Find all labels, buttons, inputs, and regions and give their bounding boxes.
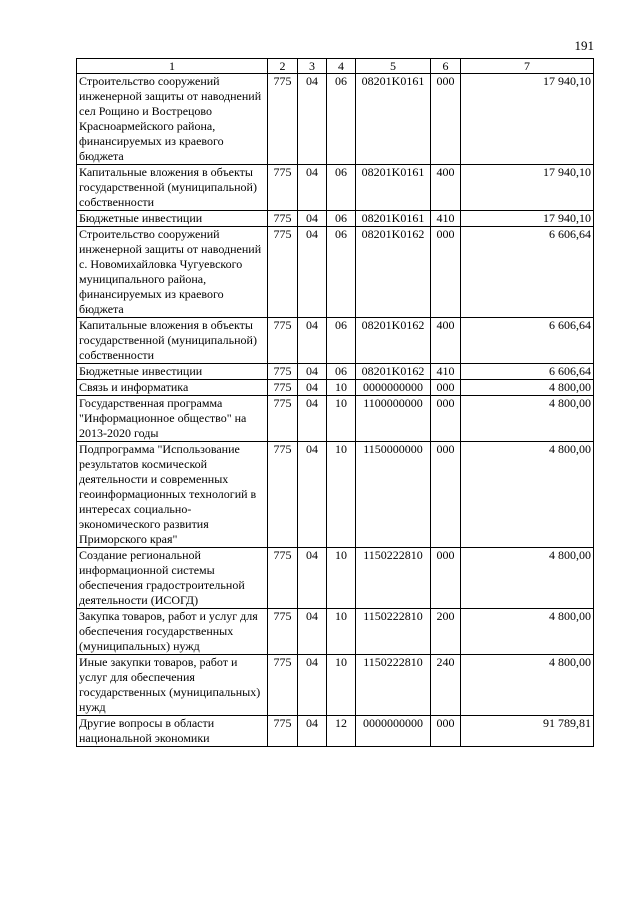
row-code-target: 1150000000	[356, 442, 431, 548]
table-body	[77, 74, 594, 747]
table-row	[77, 609, 594, 655]
header-cell: 1	[77, 59, 268, 74]
row-code-target: 08201K0161	[356, 165, 431, 211]
row-sum: 4 800,00	[461, 548, 594, 609]
row-code-admin: 775	[268, 442, 298, 548]
row-name: Создание региональной информационной системы обеспечения градостроительной деятельности (ИСОГД)	[77, 548, 268, 609]
row-code-subsection: 10	[327, 609, 356, 655]
row-code-section: 04	[298, 609, 327, 655]
table-row	[77, 442, 594, 548]
row-name: Подпрограмма "Использование результатов космической деятельности и современных геоинформационных технологий в интересах социально-экономического развития Приморского края"	[77, 442, 268, 548]
table-row	[77, 548, 594, 609]
row-code-admin: 775	[268, 227, 298, 318]
row-code-subsection: 06	[327, 227, 356, 318]
row-sum: 4 800,00	[461, 442, 594, 548]
table-header-row	[77, 59, 594, 74]
row-code-subsection: 10	[327, 442, 356, 548]
row-code-expense-type: 400	[431, 318, 461, 364]
row-code-section: 04	[298, 211, 327, 227]
row-sum: 6 606,64	[461, 364, 594, 380]
row-code-target: 0000000000	[356, 380, 431, 396]
row-sum: 4 800,00	[461, 609, 594, 655]
row-name: Закупка товаров, работ и услуг для обеспечения государственных (муниципальных) нужд	[77, 609, 268, 655]
table-row	[77, 364, 594, 380]
row-code-target: 08201K0162	[356, 227, 431, 318]
row-code-section: 04	[298, 74, 327, 165]
row-name: Государственная программа "Информационное общество" на 2013-2020 годы	[77, 396, 268, 442]
row-code-section: 04	[298, 655, 327, 716]
row-code-section: 04	[298, 364, 327, 380]
row-sum: 17 940,10	[461, 211, 594, 227]
table-row	[77, 227, 594, 318]
row-name: Строительство сооружений инженерной защиты от наводнений с. Новомихайловка Чугуевского муниципального района, финансируемых из краевого бюджета	[77, 227, 268, 318]
row-code-target: 0000000000	[356, 716, 431, 747]
row-code-admin: 775	[268, 609, 298, 655]
row-code-admin: 775	[268, 380, 298, 396]
row-code-expense-type: 000	[431, 227, 461, 318]
row-code-expense-type: 000	[431, 548, 461, 609]
row-code-expense-type: 000	[431, 380, 461, 396]
row-sum: 6 606,64	[461, 227, 594, 318]
row-code-section: 04	[298, 442, 327, 548]
row-code-expense-type: 000	[431, 74, 461, 165]
row-code-admin: 775	[268, 655, 298, 716]
row-code-subsection: 12	[327, 716, 356, 747]
table-row	[77, 396, 594, 442]
row-code-subsection: 06	[327, 74, 356, 165]
row-name: Бюджетные инвестиции	[77, 364, 268, 380]
row-code-subsection: 06	[327, 211, 356, 227]
row-code-subsection: 06	[327, 364, 356, 380]
row-code-expense-type: 200	[431, 609, 461, 655]
row-name: Капитальные вложения в объекты государственной (муниципальной) собственности	[77, 165, 268, 211]
table-row	[77, 74, 594, 165]
row-code-target: 1150222810	[356, 609, 431, 655]
row-code-admin: 775	[268, 74, 298, 165]
row-code-expense-type: 000	[431, 716, 461, 747]
row-sum: 4 800,00	[461, 655, 594, 716]
row-code-subsection: 06	[327, 165, 356, 211]
row-sum: 4 800,00	[461, 396, 594, 442]
row-name: Строительство сооружений инженерной защиты от наводнений сел Рощино и Вострецово Красноармейского района, финансируемых из краевого бюджета	[77, 74, 268, 165]
row-name: Иные закупки товаров, работ и услуг для обеспечения государственных (муниципальных) нужд	[77, 655, 268, 716]
row-code-section: 04	[298, 396, 327, 442]
budget-table	[76, 58, 594, 747]
row-code-target: 08201K0162	[356, 364, 431, 380]
row-name: Связь и информатика	[77, 380, 268, 396]
row-code-subsection: 10	[327, 655, 356, 716]
row-code-section: 04	[298, 380, 327, 396]
row-code-section: 04	[298, 318, 327, 364]
header-cell: 6	[431, 59, 461, 74]
row-code-target: 08201K0162	[356, 318, 431, 364]
header-cell: 4	[327, 59, 356, 74]
row-code-subsection: 06	[327, 318, 356, 364]
row-code-expense-type: 000	[431, 396, 461, 442]
row-code-admin: 775	[268, 396, 298, 442]
row-code-section: 04	[298, 548, 327, 609]
row-code-target: 1100000000	[356, 396, 431, 442]
row-name: Капитальные вложения в объекты государственной (муниципальной) собственности	[77, 318, 268, 364]
header-cell: 7	[461, 59, 594, 74]
table-row	[77, 380, 594, 396]
row-code-admin: 775	[268, 318, 298, 364]
row-code-target: 08201K0161	[356, 74, 431, 165]
row-code-target: 08201K0161	[356, 211, 431, 227]
row-name: Другие вопросы в области национальной экономики	[77, 716, 268, 747]
row-code-expense-type: 410	[431, 364, 461, 380]
row-code-admin: 775	[268, 364, 298, 380]
row-code-expense-type: 410	[431, 211, 461, 227]
row-code-expense-type: 400	[431, 165, 461, 211]
row-code-target: 1150222810	[356, 655, 431, 716]
page-number: 191	[574, 38, 594, 53]
row-code-target: 1150222810	[356, 548, 431, 609]
row-code-section: 04	[298, 165, 327, 211]
row-sum: 91 789,81	[461, 716, 594, 747]
header-cell: 2	[268, 59, 298, 74]
table-row	[77, 318, 594, 364]
row-code-admin: 775	[268, 165, 298, 211]
row-sum: 4 800,00	[461, 380, 594, 396]
row-sum: 17 940,10	[461, 165, 594, 211]
table-row	[77, 165, 594, 211]
row-code-admin: 775	[268, 716, 298, 747]
row-code-subsection: 10	[327, 396, 356, 442]
row-name: Бюджетные инвестиции	[77, 211, 268, 227]
table-row	[77, 211, 594, 227]
table-row	[77, 716, 594, 747]
row-code-section: 04	[298, 716, 327, 747]
row-code-subsection: 10	[327, 548, 356, 609]
row-sum: 6 606,64	[461, 318, 594, 364]
table-row	[77, 655, 594, 716]
row-code-admin: 775	[268, 211, 298, 227]
row-code-expense-type: 000	[431, 442, 461, 548]
row-code-admin: 775	[268, 548, 298, 609]
row-code-subsection: 10	[327, 380, 356, 396]
header-cell: 5	[356, 59, 431, 74]
row-sum: 17 940,10	[461, 74, 594, 165]
row-code-expense-type: 240	[431, 655, 461, 716]
header-cell: 3	[298, 59, 327, 74]
row-code-section: 04	[298, 227, 327, 318]
